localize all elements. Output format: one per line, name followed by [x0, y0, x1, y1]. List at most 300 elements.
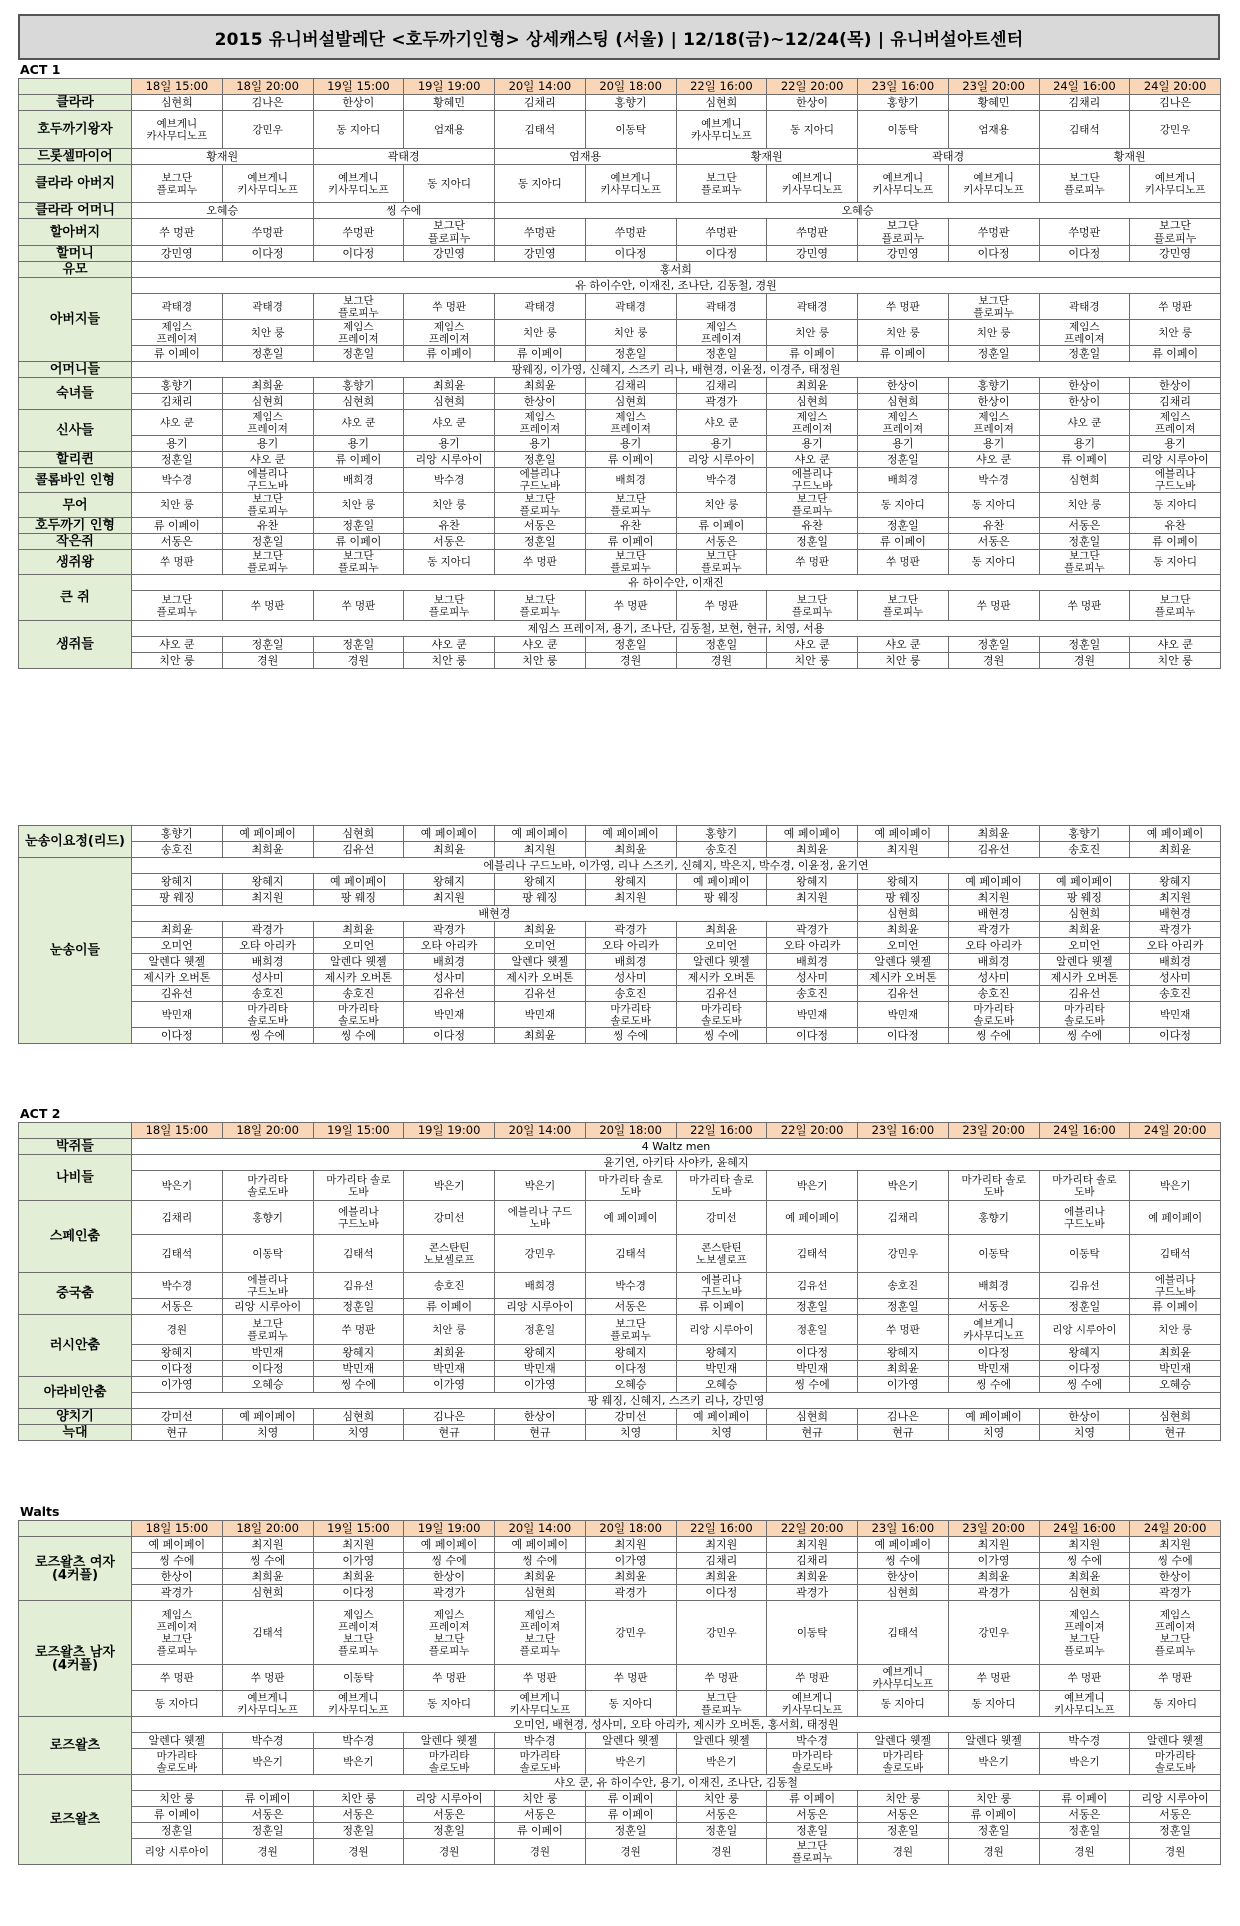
cast-cell: 박은기 — [948, 1749, 1039, 1775]
cast-cell: 예 페이페이 — [585, 826, 676, 842]
cast-cell: 마가리타 솔로도바 — [585, 1002, 676, 1028]
cast-cell: 경원 — [1039, 1839, 1130, 1865]
cast-cell: 강민우 — [676, 1601, 767, 1665]
cast-cell: 서동은 — [1130, 1807, 1221, 1823]
cast-cell: 황재원 — [132, 149, 314, 165]
cast-cell: 이가영 — [313, 1553, 404, 1569]
cast-row — [19, 1235, 1221, 1273]
cast-cell: 쑤 멍판 — [767, 1665, 858, 1691]
cast-cell: 최지원 — [585, 890, 676, 906]
cast-cell: 왕혜지 — [585, 1345, 676, 1361]
cast-cell: 보그단 플로피누 — [1130, 591, 1221, 621]
cast-cell: 정훈일 — [313, 1299, 404, 1315]
cast-cell: 팡 웨징 — [676, 890, 767, 906]
cast-cell: 류 이페이 — [767, 346, 858, 362]
cast-cell: 치안 룽 — [132, 1791, 223, 1807]
cast-cell: 보그단 플로피누 — [767, 493, 858, 518]
cast-cell: 치안 룽 — [585, 320, 676, 346]
cast-cell: 오타 아리카 — [222, 938, 313, 954]
cast-row — [19, 858, 1221, 874]
cast-cell: 정훈일 — [222, 346, 313, 362]
cast-cell: 이가영 — [495, 1377, 586, 1393]
cast-cell: 쑤 멍판 — [313, 591, 404, 621]
cast-cell: 이다정 — [404, 1028, 495, 1044]
date-header: 18일 15:00 — [132, 1123, 223, 1139]
cast-cell: 리앙 시루아이 — [222, 1299, 313, 1315]
cast-cell: 최지원 — [313, 1537, 404, 1553]
cast-cell: 제시카 오버톤 — [495, 970, 586, 986]
cast-cell: 리앙 시루아이 — [404, 452, 495, 468]
cast-cell: 유 하이수안, 이재진, 조나단, 김동철, 경원 — [132, 278, 1221, 294]
date-header: 18일 20:00 — [222, 79, 313, 95]
cast-cell: 정훈일 — [404, 1823, 495, 1839]
cast-cell: 경원 — [313, 653, 404, 669]
cast-cell: 이다정 — [1039, 246, 1130, 262]
cast-cell: 샤오 쿤 — [858, 637, 949, 653]
cast-cell: 이다정 — [585, 246, 676, 262]
cast-cell: 정훈일 — [858, 518, 949, 534]
cast-cell: 이동탁 — [313, 1665, 404, 1691]
cast-cell: 치안 룽 — [1130, 320, 1221, 346]
date-header: 18일 15:00 — [132, 1521, 223, 1537]
cast-cell: 씽 수에 — [1039, 1028, 1130, 1044]
cast-cell: 정훈일 — [222, 534, 313, 550]
cast-cell: 보그단 플로피누 — [222, 550, 313, 575]
cast-cell: 이다정 — [948, 1345, 1039, 1361]
cast-cell: 최희윤 — [404, 1345, 495, 1361]
cast-cell: 김태석 — [222, 1601, 313, 1665]
cast-cell: 예브게니 카사무디노프 — [948, 1315, 1039, 1345]
cast-cell: 쑤멍판 — [585, 219, 676, 246]
cast-cell: 박수경 — [948, 468, 1039, 493]
cast-cell: 치안 룽 — [313, 1791, 404, 1807]
cast-cell: 마가리타 솔로도바 — [222, 1002, 313, 1028]
cast-cell: 콘스탄틴 노보셀로프 — [404, 1235, 495, 1273]
cast-row — [19, 1775, 1221, 1791]
cast-cell: 경원 — [495, 1839, 586, 1865]
cast-cell: 쑤멍판 — [767, 219, 858, 246]
cast-cell: 치안 룽 — [767, 320, 858, 346]
cast-cell: 동 지아디 — [585, 1691, 676, 1717]
cast-cell: 박민재 — [404, 1002, 495, 1028]
cast-cell: 예브게니 키사무디노프 — [585, 165, 676, 203]
cast-cell: 곽경가 — [767, 1585, 858, 1601]
cast-cell: 리앙 시루아이 — [132, 1839, 223, 1865]
cast-cell: 쑤 멍판 — [676, 1665, 767, 1691]
cast-cell: 마가리타 솔로 도바 — [948, 1171, 1039, 1201]
date-header: 18일 20:00 — [222, 1123, 313, 1139]
cast-cell: 예브게니 키사무디노프 — [495, 1691, 586, 1717]
cast-cell: 류 이페이 — [585, 452, 676, 468]
cast-cell: 제시카 오버톤 — [313, 970, 404, 986]
cast-cell: 경원 — [313, 1839, 404, 1865]
cast-cell: 김채리 — [585, 378, 676, 394]
cast-cell: 왕혜지 — [1039, 1345, 1130, 1361]
cast-row — [19, 1717, 1221, 1733]
cast-cell: 이다정 — [222, 246, 313, 262]
cast-row — [19, 1791, 1221, 1807]
cast-cell: 치영 — [676, 1425, 767, 1441]
cast-cell: 제임스 프레이져 — [676, 320, 767, 346]
cast-row — [19, 1537, 1221, 1553]
date-header: 19일 19:00 — [404, 1123, 495, 1139]
role-name: 로즈왈츠 여자 (4커플) — [19, 1537, 132, 1601]
cast-row — [19, 954, 1221, 970]
role-name: 나비들 — [19, 1155, 132, 1201]
cast-row — [19, 1139, 1221, 1155]
cast-cell: 김유선 — [948, 842, 1039, 858]
role-name: 양치기 — [19, 1409, 132, 1425]
cast-cell: 왕혜지 — [222, 874, 313, 890]
cast-cell: 샤오 쿤, 유 하이수안, 용기, 이재진, 조나단, 김동철 — [132, 1775, 1221, 1791]
cast-cell: 이다정 — [132, 1361, 223, 1377]
section-label: ACT 2 — [20, 1106, 61, 1121]
cast-cell: 배희경 — [858, 468, 949, 493]
cast-cell: 이동탁 — [767, 1601, 858, 1665]
cast-cell: 한상이 — [132, 1569, 223, 1585]
cast-cell: 예 페이페이 — [222, 1409, 313, 1425]
date-header: 22일 16:00 — [676, 1123, 767, 1139]
role-name: 러시안춤 — [19, 1315, 132, 1377]
cast-cell: 정훈일 — [676, 1823, 767, 1839]
cast-cell: 오혜승 — [222, 1377, 313, 1393]
cast-cell: 마가리타 솔로도바 — [858, 1749, 949, 1775]
cast-cell: 씽 수에 — [948, 1377, 1039, 1393]
cast-row — [19, 1028, 1221, 1044]
cast-row — [19, 165, 1221, 203]
cast-cell: 쑤 멍판 — [1130, 1665, 1221, 1691]
cast-cell: 최지원 — [222, 1537, 313, 1553]
cast-cell: 예 페이페이 — [767, 826, 858, 842]
cast-cell: 제임스 프레이져 — [767, 410, 858, 436]
cast-cell: 쑤 멍판 — [585, 591, 676, 621]
cast-cell: 알렌다 웻젤 — [585, 1733, 676, 1749]
cast-cell: 강미선 — [585, 1409, 676, 1425]
cast-cell: 심현희 — [1130, 1409, 1221, 1425]
cast-cell: 박민재 — [313, 1361, 404, 1377]
cast-cell: 쑤 멍판 — [495, 1665, 586, 1691]
cast-cell: 오미언 — [858, 938, 949, 954]
cast-cell: 곽경가 — [585, 1585, 676, 1601]
cast-cell: 씽 수에 — [1039, 1377, 1130, 1393]
cast-cell: 알렌다 웻젤 — [132, 954, 223, 970]
cast-cell: 쑤 멍판 — [948, 591, 1039, 621]
cast-cell: 최희윤 — [495, 378, 586, 394]
cast-cell: 샤오 쿤 — [948, 452, 1039, 468]
header-corner — [19, 1123, 132, 1139]
cast-cell: 알렌다 웻젤 — [858, 1733, 949, 1749]
cast-cell: 유찬 — [404, 518, 495, 534]
cast-row — [19, 922, 1221, 938]
cast-cell: 용기 — [222, 436, 313, 452]
cast-cell: 최희윤 — [858, 922, 949, 938]
cast-row — [19, 1393, 1221, 1409]
cast-cell: 류 이페이 — [313, 452, 404, 468]
cast-cell: 쑤 멍판 — [495, 550, 586, 575]
date-header: 19일 19:00 — [404, 1521, 495, 1537]
cast-cell: 서동은 — [132, 534, 223, 550]
cast-cell: 김채리 — [676, 1553, 767, 1569]
cast-cell: 쑤 멍판 — [222, 1665, 313, 1691]
casting-table — [18, 78, 1221, 669]
cast-cell: 제시카 오버톤 — [676, 970, 767, 986]
cast-cell: 오미언 — [132, 938, 223, 954]
cast-cell: 곽태경 — [222, 294, 313, 320]
cast-cell: 류 이페이 — [767, 1791, 858, 1807]
cast-cell: 박수경 — [585, 1273, 676, 1299]
cast-cell: 용기 — [767, 436, 858, 452]
cast-cell: 오타 아리카 — [585, 938, 676, 954]
cast-cell: 강민우 — [585, 1601, 676, 1665]
date-header: 24일 16:00 — [1039, 1123, 1130, 1139]
cast-cell: 제임스 프레이져 보그단 플로피누 — [495, 1601, 586, 1665]
cast-cell: 보그단 플로피누 — [948, 294, 1039, 320]
cast-cell: 용기 — [313, 436, 404, 452]
cast-row — [19, 1201, 1221, 1235]
cast-cell: 샤오 쿤 — [222, 452, 313, 468]
date-header: 23일 16:00 — [858, 1521, 949, 1537]
cast-cell: 심현희 — [767, 1409, 858, 1425]
cast-cell: 예 페이페이 — [1039, 874, 1130, 890]
cast-cell: 동 지아디 — [1130, 550, 1221, 575]
cast-cell: 왕혜지 — [495, 874, 586, 890]
cast-cell: 치안 룽 — [858, 1791, 949, 1807]
date-header: 23일 16:00 — [858, 1123, 949, 1139]
cast-cell: 최희윤 — [222, 1569, 313, 1585]
cast-cell: 곽경가 — [948, 1585, 1039, 1601]
cast-cell: 최희윤 — [1039, 1569, 1130, 1585]
date-header: 23일 16:00 — [858, 79, 949, 95]
cast-row — [19, 436, 1221, 452]
cast-cell: 박민재 — [495, 1002, 586, 1028]
cast-row — [19, 362, 1221, 378]
date-header: 20일 14:00 — [495, 79, 586, 95]
cast-cell: 심현희 — [313, 826, 404, 842]
cast-cell: 류 이페이 — [404, 346, 495, 362]
cast-cell: 김유선 — [132, 986, 223, 1002]
cast-cell: 김유선 — [767, 1273, 858, 1299]
cast-cell: 최지원 — [767, 1537, 858, 1553]
cast-cell: 강미선 — [676, 1201, 767, 1235]
role-name: 신사들 — [19, 410, 132, 452]
cast-cell: 용기 — [948, 436, 1039, 452]
cast-cell: 쑤멍판 — [313, 219, 404, 246]
cast-row — [19, 1377, 1221, 1393]
cast-cell: 한상이 — [1130, 1569, 1221, 1585]
date-header: 24일 20:00 — [1130, 1521, 1221, 1537]
cast-cell: 보그단 플로피누 — [404, 219, 495, 246]
cast-cell: 유찬 — [222, 518, 313, 534]
cast-cell: 성사미 — [767, 970, 858, 986]
cast-cell: 최희윤 — [767, 1569, 858, 1585]
cast-cell: 이다정 — [1039, 1361, 1130, 1377]
cast-cell: 이가영 — [585, 1553, 676, 1569]
cast-cell: 곽경가 — [1130, 922, 1221, 938]
date-header: 23일 20:00 — [948, 1123, 1039, 1139]
cast-cell: 정훈일 — [495, 452, 586, 468]
cast-cell: 리앙 시루아이 — [495, 1299, 586, 1315]
cast-cell: 강미선 — [404, 1201, 495, 1235]
cast-row — [19, 203, 1221, 219]
cast-cell: 예 페이페이 — [222, 826, 313, 842]
cast-cell: 류 이페이 — [222, 1791, 313, 1807]
date-header: 19일 15:00 — [313, 1521, 404, 1537]
cast-cell: 심현희 — [858, 394, 949, 410]
cast-cell: 치안 룽 — [858, 320, 949, 346]
cast-cell: 김태석 — [767, 1235, 858, 1273]
cast-cell: 송호진 — [585, 986, 676, 1002]
cast-cell: 최지원 — [495, 842, 586, 858]
cast-cell: 쑤 멍판 — [767, 550, 858, 575]
cast-row — [19, 1807, 1221, 1823]
role-name: 박쥐들 — [19, 1139, 132, 1155]
cast-cell: 김채리 — [676, 378, 767, 394]
cast-cell: 최지원 — [1039, 1537, 1130, 1553]
cast-cell: 배희경 — [948, 1273, 1039, 1299]
cast-cell: 쑤 멍판 — [132, 1665, 223, 1691]
cast-cell: 최희윤 — [767, 378, 858, 394]
cast-cell: 박민재 — [495, 1361, 586, 1377]
cast-cell: 류 이페이 — [313, 534, 404, 550]
cast-cell: 송호진 — [767, 986, 858, 1002]
cast-cell: 정훈일 — [313, 637, 404, 653]
cast-cell: 보그단 플로피누 — [495, 591, 586, 621]
cast-cell: 곽경가 — [676, 394, 767, 410]
cast-cell: 배현경 — [948, 906, 1039, 922]
cast-cell: 샤오 쿤 — [676, 410, 767, 436]
role-name: 할머니 — [19, 246, 132, 262]
role-name: 할리퀸 — [19, 452, 132, 468]
cast-cell: 씽 수에 — [948, 1028, 1039, 1044]
cast-cell: 이다정 — [222, 1361, 313, 1377]
cast-cell: 한상이 — [1039, 378, 1130, 394]
cast-cell: 동 지아디 — [404, 1691, 495, 1717]
role-name: 눈송이요정(리드) — [19, 826, 132, 858]
cast-cell: 류 이페이 — [1130, 346, 1221, 362]
cast-cell: 송호진 — [222, 986, 313, 1002]
cast-cell: 유찬 — [948, 518, 1039, 534]
cast-cell: 제시카 오버톤 — [858, 970, 949, 986]
cast-cell: 예브게니 키사무디노프 — [948, 165, 1039, 203]
cast-row — [19, 1409, 1221, 1425]
cast-row — [19, 1601, 1221, 1665]
cast-cell: 제임스 프레이져 보그단 플로피누 — [1130, 1601, 1221, 1665]
cast-cell: 예 페이페이 — [1130, 826, 1221, 842]
cast-cell: 예 페이페이 — [1130, 1201, 1221, 1235]
cast-cell: 오타 아리카 — [1130, 938, 1221, 954]
cast-cell: 오타 아리카 — [404, 938, 495, 954]
cast-cell: 류 이페이 — [495, 346, 586, 362]
cast-cell: 치안 룽 — [495, 320, 586, 346]
cast-cell: 동 지아디 — [1130, 493, 1221, 518]
cast-cell: 에블리나 구드노바, 이가영, 리나 스즈키, 신혜지, 박은지, 박수경, 이윤정, 윤기연 — [132, 858, 1221, 874]
cast-cell: 박민재 — [132, 1002, 223, 1028]
cast-cell: 류 이페이 — [495, 1823, 586, 1839]
cast-cell: 경원 — [676, 653, 767, 669]
cast-cell: 경원 — [222, 653, 313, 669]
cast-cell: 정훈일 — [948, 1823, 1039, 1839]
cast-cell: 치영 — [585, 1425, 676, 1441]
cast-cell: 심현희 — [1039, 1585, 1130, 1601]
cast-row — [19, 262, 1221, 278]
cast-cell: 한상이 — [313, 95, 404, 111]
cast-row — [19, 1155, 1221, 1171]
cast-cell: 송호진 — [404, 1273, 495, 1299]
cast-cell: 씽 수에 — [1039, 1553, 1130, 1569]
cast-row — [19, 394, 1221, 410]
cast-cell: 4 Waltz men — [132, 1139, 1221, 1155]
cast-cell: 정훈일 — [585, 1823, 676, 1839]
cast-cell: 보그단 플로피누 — [222, 1315, 313, 1345]
cast-cell: 심현희 — [858, 1585, 949, 1601]
cast-cell: 최희윤 — [1130, 1345, 1221, 1361]
cast-cell: 황혜민 — [948, 95, 1039, 111]
cast-cell: 이가영 — [948, 1553, 1039, 1569]
cast-cell: 용기 — [858, 436, 949, 452]
cast-cell: 치안 룽 — [948, 1791, 1039, 1807]
cast-cell: 심현희 — [858, 906, 949, 922]
cast-cell: 정훈일 — [948, 346, 1039, 362]
cast-cell: 샤오 쿤 — [132, 410, 223, 436]
cast-cell: 배희경 — [1130, 954, 1221, 970]
cast-cell: 제임스 프레이져 — [495, 410, 586, 436]
cast-cell: 씽 수에 — [132, 1553, 223, 1569]
cast-cell: 보그단 플로피누 — [313, 294, 404, 320]
cast-cell: 치안 룽 — [1039, 493, 1130, 518]
cast-cell: 서동은 — [585, 1299, 676, 1315]
cast-cell: 강민우 — [858, 1235, 949, 1273]
cast-cell: 예브게니 키사무디노프 — [313, 1691, 404, 1717]
cast-cell: 송호진 — [313, 986, 404, 1002]
cast-cell: 현규 — [1130, 1425, 1221, 1441]
cast-cell: 보그단 플로피누 — [1130, 219, 1221, 246]
cast-cell: 이동탁 — [948, 1235, 1039, 1273]
cast-cell: 서동은 — [313, 1807, 404, 1823]
cast-cell: 배현경 — [132, 906, 858, 922]
cast-cell: 씽 수에 — [222, 1028, 313, 1044]
cast-cell: 박수경 — [222, 1733, 313, 1749]
cast-cell: 씽 수에 — [313, 1028, 404, 1044]
cast-cell: 곽경가 — [767, 922, 858, 938]
cast-cell: 쑤멍판 — [948, 219, 1039, 246]
cast-cell: 서동은 — [676, 1807, 767, 1823]
cast-cell: 이동탁 — [585, 111, 676, 149]
cast-cell: 보그단 플로피누 — [585, 493, 676, 518]
cast-cell: 박민재 — [948, 1361, 1039, 1377]
cast-cell: 최지원 — [404, 890, 495, 906]
cast-cell: 오미언 — [313, 938, 404, 954]
cast-row — [19, 653, 1221, 669]
cast-cell: 이다정 — [132, 1028, 223, 1044]
cast-cell: 제임스 프레이져 보그단 플로피누 — [132, 1601, 223, 1665]
cast-cell: 팡 웨징 — [313, 890, 404, 906]
cast-cell: 예 페이페이 — [585, 1201, 676, 1235]
cast-cell: 성사미 — [222, 970, 313, 986]
role-name: 어머니들 — [19, 362, 132, 378]
cast-cell: 팡 웨징 — [1039, 890, 1130, 906]
date-header: 19일 15:00 — [313, 1123, 404, 1139]
cast-cell: 홍향기 — [313, 378, 404, 394]
cast-cell: 최희윤 — [676, 922, 767, 938]
role-name: 큰 쥐 — [19, 575, 132, 621]
cast-cell: 마가리타 솔로도바 — [222, 1171, 313, 1201]
cast-cell: 예브게니 카사무디노프 — [132, 111, 223, 149]
cast-cell: 서동은 — [767, 1807, 858, 1823]
cast-cell: 류 이페이 — [1039, 452, 1130, 468]
cast-cell: 배희경 — [313, 468, 404, 493]
cast-cell: 동 지아디 — [495, 165, 586, 203]
cast-cell: 심현희 — [1039, 906, 1130, 922]
